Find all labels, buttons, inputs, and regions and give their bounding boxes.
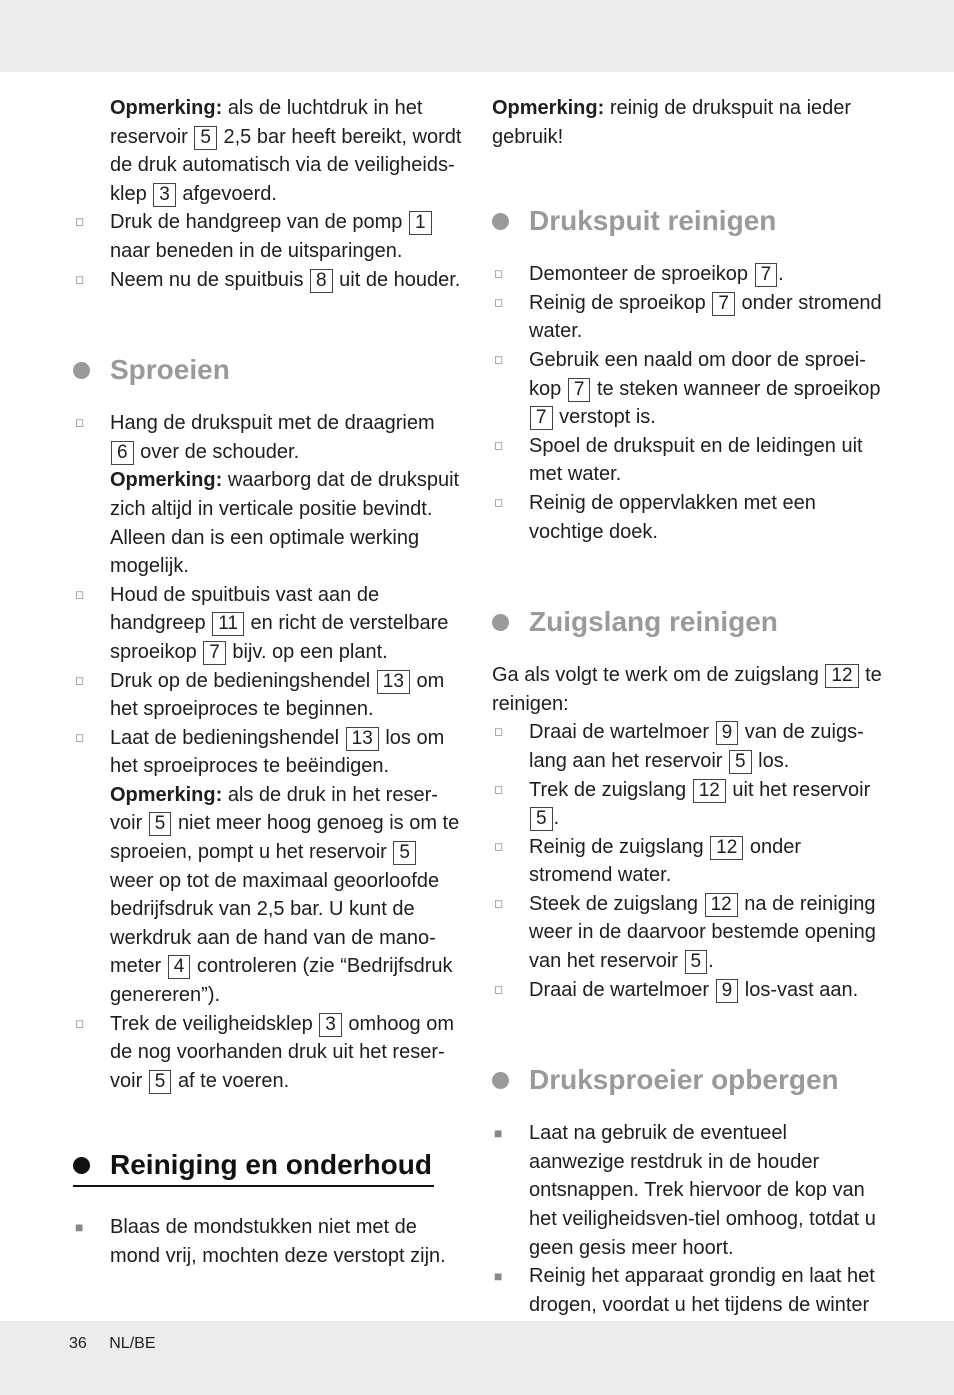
item-text: Draai de wartelmoer bbox=[529, 978, 710, 1001]
note-text: reinig de drukspuit na ieder gebruik! bbox=[492, 97, 852, 148]
note-text: afgevoerd. bbox=[182, 182, 277, 205]
list-item bbox=[73, 581, 463, 667]
item-text: Steek de zuigslang bbox=[529, 892, 699, 915]
bullet-icon: ◻ bbox=[75, 588, 85, 601]
item-text: Houd de spuitbuis vast aan de handgreep bbox=[110, 583, 380, 635]
heading-dot-icon bbox=[73, 1157, 90, 1174]
bullet-icon: ◻ bbox=[75, 674, 85, 687]
item-text: Demonteer de sproeikop bbox=[529, 263, 749, 286]
page-number: 36 bbox=[69, 1335, 87, 1352]
note-label: Opmerking: bbox=[110, 469, 223, 492]
note-text: als de druk in het reser-voir bbox=[110, 783, 438, 835]
bullet-icon: ■ bbox=[494, 1268, 503, 1285]
item-text: na de reiniging weer in de daarvoor bestemde opening van het reservoir bbox=[529, 892, 876, 973]
bullet-icon: ◻ bbox=[494, 439, 504, 452]
top-band bbox=[0, 0, 954, 72]
heading-text: Reiniging en onderhoud bbox=[110, 1149, 432, 1181]
list-item bbox=[492, 890, 884, 976]
item-text: te steken wanneer de sproeikop bbox=[596, 377, 881, 400]
list-item bbox=[73, 208, 463, 265]
bullet-icon: ◻ bbox=[75, 273, 85, 286]
item-text: bijv. op een plant. bbox=[232, 640, 388, 663]
bullet-icon: ◻ bbox=[494, 983, 504, 996]
heading-text: Zuigslang reinigen bbox=[529, 606, 778, 638]
part-ref: 9 bbox=[716, 721, 739, 745]
list-item bbox=[73, 409, 463, 581]
list-item bbox=[492, 776, 884, 833]
item-text: van de zuigs-lang aan het reservoir bbox=[529, 721, 864, 772]
list-item bbox=[73, 266, 463, 295]
page-footer bbox=[69, 1335, 174, 1353]
part-ref: 3 bbox=[319, 1013, 342, 1037]
part-ref: 7 bbox=[712, 292, 735, 316]
heading-text: Drukspuit reinigen bbox=[529, 205, 777, 237]
note-label: Opmerking: bbox=[492, 97, 605, 119]
note-text: weer op tot de maximaal geoorloofde bedrijfsdruk van 2,5 bar. U kunt de werkdruk aan de hand van de mano-meter bbox=[110, 869, 440, 978]
note-text: controleren (zie “Bedrijfsdruk genereren”). bbox=[110, 955, 453, 1007]
bullet-icon: ■ bbox=[75, 1219, 84, 1236]
item-text: Trek de zuigslang bbox=[529, 778, 687, 801]
heading-text: Sproeien bbox=[110, 354, 230, 386]
part-ref: 4 bbox=[168, 955, 191, 979]
top-note bbox=[492, 94, 884, 151]
item-text: uit de houder. bbox=[339, 268, 461, 291]
bullet-icon: ◻ bbox=[494, 496, 504, 509]
list-item bbox=[492, 432, 884, 489]
item-text: Spoel de drukspuit en de leidingen uit met water. bbox=[529, 434, 863, 486]
part-ref: 5 bbox=[149, 1070, 172, 1094]
list-item bbox=[492, 289, 884, 346]
part-ref: 7 bbox=[755, 263, 778, 287]
heading-dot-icon bbox=[492, 614, 509, 631]
item-text: verstopt is. bbox=[559, 406, 656, 429]
bullet-icon: ◻ bbox=[494, 268, 504, 281]
section-heading-sproeien bbox=[73, 350, 463, 390]
list-item bbox=[492, 1262, 884, 1319]
item-text: Druk de handgreep van de pomp bbox=[110, 211, 403, 234]
list-item bbox=[492, 260, 884, 289]
item-text: af te voeren. bbox=[177, 1069, 290, 1092]
list-item bbox=[492, 833, 884, 890]
item-text: . bbox=[708, 950, 714, 973]
bullet-icon: ◻ bbox=[75, 216, 85, 229]
zuigslang-intro bbox=[492, 661, 884, 718]
item-text: onder stromend water. bbox=[529, 291, 882, 343]
part-ref: 12 bbox=[825, 664, 858, 688]
item-text: Druk op de bedieningshendel bbox=[110, 669, 371, 692]
item-text: Laat na gebruik de eventueel aanwezige restdruk in de houder ontsnappen. Trek hiervoor de kop van het veiligheidsven-tiel omhoog, totdat u geen gesis meer hoort. bbox=[529, 1122, 876, 1259]
item-text: Gebruik een naald om door de sproei-kop bbox=[529, 348, 866, 400]
heading-dot-icon bbox=[492, 1072, 509, 1089]
part-ref: 13 bbox=[346, 727, 379, 751]
item-text: Reinig de sproeikop bbox=[529, 291, 706, 314]
part-ref: 1 bbox=[409, 211, 432, 235]
part-ref: 13 bbox=[377, 670, 410, 694]
bullet-icon: ◻ bbox=[494, 897, 504, 910]
part-ref: 6 bbox=[111, 441, 134, 465]
item-text: te reinigen: bbox=[492, 664, 882, 715]
part-ref: 5 bbox=[194, 126, 217, 150]
bullet-icon: ■ bbox=[494, 1125, 503, 1142]
part-ref: 9 bbox=[716, 979, 739, 1003]
item-text: Trek de veiligheidsklep bbox=[110, 1012, 313, 1035]
section-heading-drukspuit bbox=[492, 201, 884, 241]
bullet-icon: ◻ bbox=[494, 726, 504, 739]
part-ref: 7 bbox=[530, 406, 553, 430]
part-ref: 7 bbox=[568, 378, 591, 402]
note-label: Opmerking: bbox=[110, 97, 223, 119]
part-ref: 3 bbox=[153, 183, 176, 207]
bullet-icon: ◻ bbox=[494, 353, 504, 366]
part-ref: 5 bbox=[685, 950, 708, 974]
part-ref: 5 bbox=[149, 812, 172, 836]
section-heading-opbergen bbox=[492, 1060, 884, 1100]
item-text: Reinig de zuigslang bbox=[529, 835, 704, 858]
note-text: als de luchtdruk in het reservoir bbox=[110, 97, 423, 148]
item-text: los-vast aan. bbox=[744, 978, 859, 1001]
item-text: Draai de wartelmoer bbox=[529, 721, 710, 744]
section-heading-zuigslang bbox=[492, 602, 884, 642]
heading-dot-icon bbox=[492, 213, 509, 230]
part-ref: 12 bbox=[693, 779, 726, 803]
intro-note bbox=[73, 94, 463, 208]
item-text: los. bbox=[758, 749, 790, 772]
note-text: waarborg dat de drukspuit zich altijd in verticale positie bevindt. Alleen dan is een optimale werking mogelijk. bbox=[110, 469, 460, 578]
item-text: los om het sproeiproces te beëindigen. bbox=[110, 726, 445, 778]
bottom-band bbox=[0, 1321, 954, 1395]
item-text: naar beneden in de uitsparingen. bbox=[110, 239, 403, 262]
bullet-icon: ◻ bbox=[75, 417, 85, 430]
part-ref: 12 bbox=[705, 893, 738, 917]
item-text: om het sproeiproces te beginnen. bbox=[110, 669, 445, 721]
language-code: NL/BE bbox=[109, 1335, 156, 1352]
bullet-icon: ◻ bbox=[494, 783, 504, 796]
item-text: Ga als volgt te werk om de zuigslang bbox=[492, 664, 819, 687]
right-column bbox=[492, 94, 884, 1319]
bullet-icon: ◻ bbox=[494, 296, 504, 309]
note-text: 2,5 bar heeft bereikt, wordt de druk automatisch via de veiligheids-klep bbox=[110, 125, 462, 205]
bullet-icon: ◻ bbox=[494, 840, 504, 853]
item-text: uit het reservoir bbox=[732, 778, 871, 801]
item-text: Blaas de mondstukken niet met de mond vrij, mochten deze verstopt zijn. bbox=[110, 1216, 446, 1267]
heading-text: Druksproeier opbergen bbox=[529, 1064, 839, 1096]
part-ref: 5 bbox=[393, 841, 416, 865]
note-label: Opmerking: bbox=[110, 783, 223, 806]
item-text: Hang de drukspuit met de draagriem bbox=[110, 412, 435, 435]
list-item bbox=[492, 489, 884, 546]
item-text: Reinig het apparaat grondig en laat het drogen, voordat u het tijdens de winter bbox=[529, 1265, 875, 1316]
part-ref: 5 bbox=[729, 750, 752, 774]
heading-dot-icon bbox=[73, 362, 90, 379]
list-item bbox=[492, 976, 884, 1005]
list-item bbox=[73, 724, 463, 1010]
list-item bbox=[73, 667, 463, 724]
part-ref: 8 bbox=[310, 269, 333, 293]
list-item bbox=[73, 1010, 463, 1096]
section-heading-reiniging bbox=[73, 1145, 434, 1187]
item-text: over de schouder. bbox=[140, 440, 300, 463]
list-item bbox=[492, 718, 884, 775]
item-text: . bbox=[553, 807, 560, 830]
item-text: omhoog om de nog voorhanden druk uit het reser-voir bbox=[110, 1012, 455, 1092]
item-text: Laat de bedieningshendel bbox=[110, 726, 340, 749]
item-text: Reinig de oppervlakken met een vochtige doek. bbox=[529, 491, 816, 543]
part-ref: 11 bbox=[212, 612, 244, 636]
item-text: . bbox=[778, 263, 784, 286]
bullet-icon: ◻ bbox=[75, 731, 85, 744]
part-ref: 7 bbox=[203, 641, 226, 665]
list-item bbox=[492, 346, 884, 432]
note-text: niet meer hoog genoeg is om te sproeien, pompt u het reservoir bbox=[110, 812, 460, 864]
bullet-icon: ◻ bbox=[75, 1017, 85, 1030]
part-ref: 12 bbox=[710, 836, 743, 860]
part-ref: 5 bbox=[530, 807, 553, 831]
left-column bbox=[73, 94, 463, 1271]
list-item bbox=[492, 1119, 884, 1262]
list-item bbox=[73, 1213, 463, 1270]
item-text: onder stromend water. bbox=[529, 835, 801, 887]
item-text: en richt de verstelbare sproeikop bbox=[110, 612, 449, 663]
item-text: Neem nu de spuitbuis bbox=[110, 268, 304, 291]
